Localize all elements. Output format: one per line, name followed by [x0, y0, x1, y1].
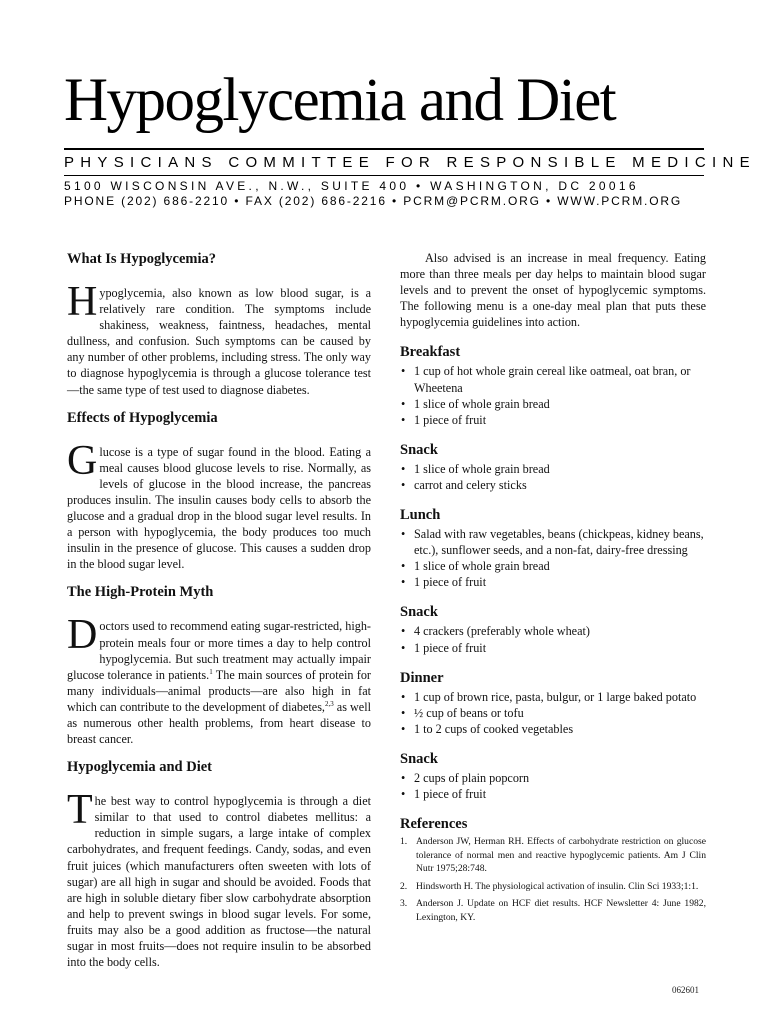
list-item: • carrot and celery sticks: [400, 477, 706, 493]
list-item: • 1 slice of whole grain bread: [400, 461, 706, 477]
reference-number: 2.: [400, 880, 408, 892]
left-column: [67, 250, 371, 981]
list-item: • 1 piece of fruit: [400, 412, 706, 428]
section-body-protein-myth: [67, 612, 371, 747]
meal-heading-breakfast: Breakfast: [400, 344, 461, 361]
section-body-what-is: Hypoglycemia, also known as low blood sugar, is a relatively rare condition. The symptoms include shakiness, weakness, faintness, headaches, mental dullness, and confusion. Such symptoms can be caused by any number of other problems, including stress. The only way to diagnose hypoglycemia is through a glucose tolerance test—the same type of test used to diagnose diabetes.: [67, 279, 371, 397]
citation-2-3: 2,3: [324, 699, 334, 708]
protein-text-1: Doctors used to recommend eating sugar-restricted, high-protein meals four or more times a day to help control hypoglycemia. But such treatment may actually impair glucose tolerance in patients.: [67, 612, 371, 682]
references-list: [400, 835, 706, 924]
meal-list-snack-2: [400, 623, 706, 655]
reference-item: [400, 880, 706, 894]
reference-text: Hindsworth H. The physiological activation of insulin. Clin Sci 1933;1:1.: [416, 880, 699, 892]
address-line: 5100 WISCONSIN AVE., N.W., SUITE 400 • WASHINGTON, DC 20016: [64, 179, 639, 193]
meal-heading-lunch: Lunch: [400, 507, 441, 524]
meal-list-snack-1: [400, 461, 706, 493]
meal-list-dinner: [400, 689, 706, 737]
list-item: • 2 cups of plain popcorn: [400, 770, 706, 786]
reference-number: 3.: [400, 898, 408, 910]
contact-line: PHONE (202) 686-2210 • FAX (202) 686-2216 • PCRM@PCRM.ORG • WWW.PCRM.ORG: [64, 194, 683, 208]
meal-list-lunch: [400, 526, 706, 590]
meal-heading-snack: Snack: [400, 604, 438, 621]
list-item: • 1 piece of fruit: [400, 786, 706, 802]
section-body-effects: Glucose is a type of sugar found in the blood. Eating a meal causes blood glucose levels to rise. Normally, as levels of glucose in the blood increase, the pancreas produces insulin. The insulin causes body cells to absorb the glucose and a gradual drop in the blood sugar level results. In a person with hypoglycemia, the body produces too much insulin in the presence of glucose. This causes a sudden drop in the blood sugar level.: [67, 437, 371, 572]
header-rule-thin: [64, 175, 704, 176]
list-item: • ½ cup of beans or tofu: [400, 705, 706, 721]
list-item: • 1 piece of fruit: [400, 574, 706, 590]
section-heading-protein-myth: The High-Protein Myth: [67, 584, 214, 601]
section-heading-what-is: What Is Hypoglycemia?: [67, 251, 217, 267]
citation-1: 1: [209, 667, 213, 676]
document-code: 062601: [672, 985, 699, 995]
list-item: • 4 crackers (preferably whole wheat): [400, 623, 706, 639]
list-item: • 1 cup of hot whole grain cereal like oatmeal, oat bran, or Wheetena: [400, 363, 706, 395]
section-heading-effects: Effects of Hypoglycemia: [67, 409, 218, 426]
list-item: • 1 slice of whole grain bread: [400, 396, 706, 412]
reference-text: Anderson J. Update on HCF diet results. HCF Newsletter 4: June 1982, Lexington, KY.: [416, 898, 706, 923]
reference-item: [400, 835, 706, 876]
list-item: • 1 slice of whole grain bread: [400, 558, 706, 574]
meal-heading-snack: Snack: [400, 750, 438, 767]
menu-intro: Also advised is an increase in meal frequency. Eating more than three meals per day helps to maintain blood sugar levels and to prevent the onset of hypoglycemic symptoms. The following menu is a one-day meal plan that puts these hypoglycemia guidelines into action.: [400, 251, 706, 330]
meal-list-snack-3: [400, 770, 706, 802]
protein-text-2: The main sources of protein for many individuals—animal products—are also high in fat which can contribute to the development of diabetes,: [67, 667, 371, 714]
list-item: • 1 piece of fruit: [400, 640, 706, 656]
list-item: • 1 to 2 cups of cooked vegetables: [400, 721, 706, 737]
reference-item: [400, 897, 706, 924]
page-title: Hypoglycemia and Diet: [64, 67, 616, 134]
protein-text-3: as well as numerous other health problems, from heart disease to breast cancer.: [67, 699, 371, 747]
right-column: [400, 250, 706, 928]
organization-name: PHYSICIANS COMMITTEE FOR RESPONSIBLE MEDICINE: [64, 154, 756, 171]
list-item: • Salad with raw vegetables, beans (chickpeas, kidney beans, etc.), sunflower seeds, and a non-fat, dairy-free dressing: [400, 526, 706, 558]
meal-heading-snack: Snack: [400, 441, 438, 458]
meal-heading-dinner: Dinner: [400, 669, 444, 686]
reference-number: 1.: [400, 836, 408, 848]
list-item: • 1 cup of brown rice, pasta, bulgur, or 1 large baked potato: [400, 689, 706, 705]
reference-text: Anderson JW, Herman RH. Effects of carbohydrate restriction on glucose tolerance of normal men and reactive hypoglycemic patients. Am J Clin Nutr 1975;28:748.: [416, 836, 706, 875]
references-heading: References: [400, 816, 468, 833]
section-heading-diet: Hypoglycemia and Diet: [67, 759, 212, 776]
header-rule-thick: [64, 148, 704, 150]
meal-list-breakfast: [400, 363, 706, 427]
section-body-diet: The best way to control hypoglycemia is through a diet similar to that used to control diabetes mellitus: a reduction in simple sugars, a large intake of complex carbohydrates, and frequent feedings. Candy, sodas, and even fruit juices (which manufacturers often sweeten with lots of sugar) are all high in sugar and should be avoided. Foods that are high in soluble dietary fiber slow carbohydrate absorption and help to prevent swings in blood sugar levels. For some, fruits may also be a good addition as fructose—the natural sugar in most fruits—does not require insulin to be absorbed into the body cells.: [67, 787, 371, 970]
